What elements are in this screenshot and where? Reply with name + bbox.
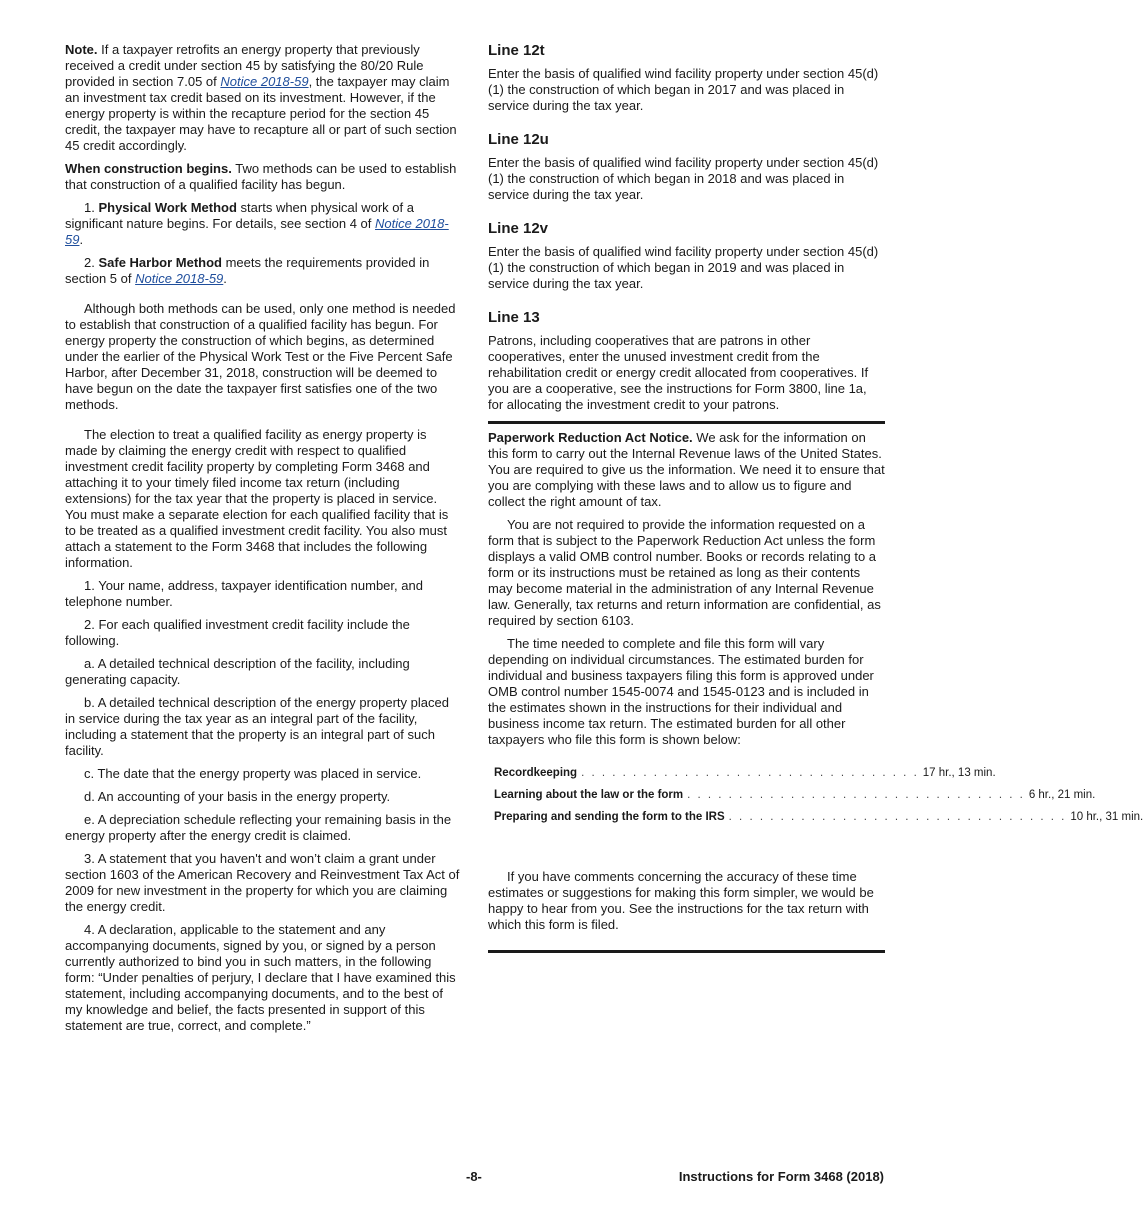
omb-paragraph: You are not required to provide the information requested on a form that is subject to the Paperwork Reduction Act unless the form displays a valid OMB control number. Books or records relating to a form or its instructions must be retained as long as their contents may become material in the administration of any Internal Revenue law. Generally, tax returns and return information are confidential, as required by section 6103. <box>488 517 881 628</box>
line-13-section <box>488 309 885 413</box>
list-item: b. A detailed technical description of the energy property placed in service during the tax year as an integral part of the facility, including a statement that the property is an integral part of such facility. <box>65 695 449 758</box>
list-item: d. An accounting of your basis in the energy property. <box>84 789 391 804</box>
page-number: -8- <box>466 1169 482 1184</box>
section-heading: Line 12t <box>488 42 545 59</box>
list-item: 3. A statement that you haven't and won’t claim a grant under section 1603 of the American Recovery and Reinvestment Tax Act of 2009 for new investment in the property for which you are claiming the energy credit. <box>65 851 460 914</box>
note-label: Note. <box>65 42 98 57</box>
list-item: 1. Your name, address, taxpayer identification number, and telephone number. <box>65 578 423 609</box>
although-paragraph: Although both methods can be used, only one method is needed to establish that construction of a qualified facility has begun. For energy property the construction of which begins, as determined under the earlier of the Physical Work Test or the Five Percent Safe Harbor, after December 31, 2018, construction will be deemed to have begun on the date the taxpayer first satisfies one of the two methods. <box>65 301 456 412</box>
line-12u-section <box>488 131 885 203</box>
notice-2018-59-link[interactable]: Notice 2018-59 <box>135 271 224 286</box>
section-text: Enter the basis of qualified wind facility property under section 45(d)(1) the construction of which began in 2019 and was placed in service during the tax year. <box>488 244 879 291</box>
bottom-divider <box>488 950 885 953</box>
right-column <box>488 42 1143 953</box>
notice-2018-59-link[interactable]: Notice 2018-59 <box>220 74 309 89</box>
list-item: a. A detailed technical description of the facility, including generating capacity. <box>65 656 410 687</box>
left-column <box>65 42 462 1041</box>
list-item: 4. A declaration, applicable to the statement and any accompanying documents, signed by you, or signed by a person currently authorized to bind you in such matters, in the following form: “Under penalties of perjury, I declare that I have examined this statement, including accompanying documents, and to the best of my knowledge and belief, the facts presented in support of this statement are true, correct, and complete.” <box>65 922 456 1033</box>
section-heading: Line 12u <box>488 131 549 148</box>
comments-paragraph: If you have comments concerning the accuracy of these time estimates or suggestions for making this form simpler, we would be happy to hear from you. See the instructions for the tax return with which this form is filed. <box>488 869 874 932</box>
section-text: Patrons, including cooperatives that are patrons in other cooperatives, enter the unused investment credit from the rehabilitation credit or energy credit allocated from cooperatives. If you are a cooperative, see the instructions for Form 3800, line 1a, for allocating the investment credit to your patrons. <box>488 333 869 412</box>
note-paragraph: Note. If a taxpayer retrofits an energy property that previously received a credit under section 45 by satisfying the 80/20 Rule provided in section 7.05 of Notice 2018-59, the taxpayer may claim an investment tax credit based on its investment. However, if the energy property is within the recapture period for the section 45 credit, the taxpayer may have to recapture all or part of such section 45 credit accordingly. <box>65 42 457 153</box>
election-paragraph: The election to treat a qualified facility as energy property is made by claiming the energy credit with respect to qualified investment credit facility property by completing Form 3468 and attaching it to your timely filed income tax return (including extensions) for the tax year that the property is placed in service. You must make a separate election for each qualified facility that is to be treated as a qualified investment credit facility. You also must attach a statement to the Form 3468 that includes the following information. <box>65 427 449 570</box>
method-2-paragraph: 2. Safe Harbor Method meets the requirements provided in section 5 of Notice 2018-59. <box>65 255 430 286</box>
list-item: 2. For each qualified investment credit facility include the following. <box>65 617 410 648</box>
list-item: e. A depreciation schedule reflecting your remaining basis in the energy property after the energy credit is claimed. <box>65 812 452 843</box>
section-heading: Line 13 <box>488 309 540 326</box>
paperwork-paragraph: Paperwork Reduction Act Notice. We ask for the information on this form to carry out the Internal Revenue laws of the United States. You are required to give us the information. We need it to ensure that you are complying with these laws and to allow us to figure and collect the right amount of tax. <box>488 430 885 509</box>
burden-table <box>494 765 1143 831</box>
paperwork-label: Paperwork Reduction Act Notice. <box>488 430 693 445</box>
section-text: Enter the basis of qualified wind facility property under section 45(d)(1) the construction of which began in 2018 and was placed in service during the tax year. <box>488 155 879 202</box>
construction-label: When construction begins. <box>65 161 232 176</box>
burden-row: Recordkeeping . . . . . . . . . . . . . . . . . . . . . . . . . . . . . . . . . 17 hr., 13 min. <box>494 767 996 779</box>
footer-title: Instructions for Form 3468 (2018) <box>678 1169 884 1184</box>
burden-row: Learning about the law or the form . . . . . . . . . . . . . . . . . . . . . . . . . . . . . . . . . 6 hr., 21 min. <box>494 789 1096 801</box>
construction-paragraph: When construction begins. Two methods can be used to establish that construction of a qualified facility has begun. <box>65 161 457 192</box>
line-12t-section <box>488 42 885 114</box>
burden-row: Preparing and sending the form to the IRS . . . . . . . . . . . . . . . . . . . . . . . . . . . . . . . . . 10 hr., 31 min. <box>494 811 1143 823</box>
notice-2018-59-link[interactable]: Notice 2018-59 <box>65 216 449 247</box>
section-divider <box>488 421 885 424</box>
burden-paragraph: The time needed to complete and file this form will vary depending on individual circumstances. The estimated burden for individual and business taxpayers filing this form is approved under OMB control number 1545-0074 and 1545-0123 and is included in the estimates shown in the instructions for their individual and business income tax return. The estimated burden for all other taxpayers who file this form is shown below: <box>488 636 874 747</box>
list-item: c. The date that the energy property was placed in service. <box>84 766 422 781</box>
method-1-paragraph: 1. Physical Work Method starts when physical work of a significant nature begins. For details, see section 4 of Notice 2018-59. <box>65 200 449 247</box>
section-text: Enter the basis of qualified wind facility property under section 45(d)(1) the construction of which began in 2017 and was placed in service during the tax year. <box>488 66 879 113</box>
section-heading: Line 12v <box>488 220 549 237</box>
line-12v-section <box>488 220 885 292</box>
